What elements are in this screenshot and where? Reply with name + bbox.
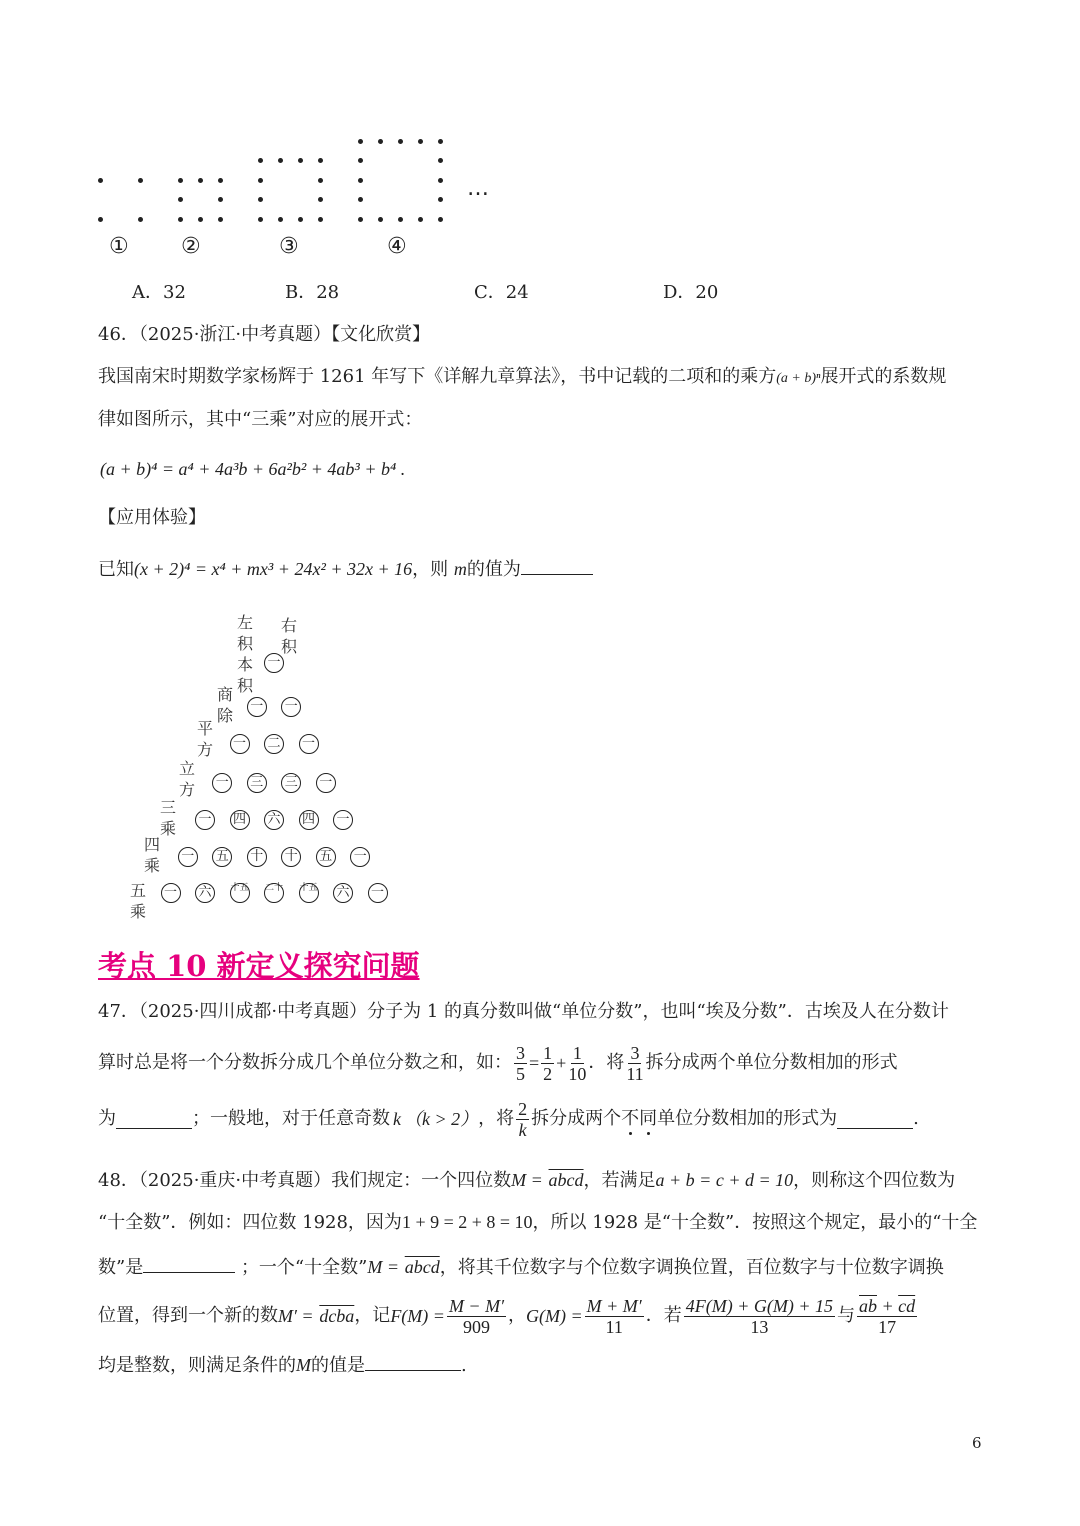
pattern-1-dot [138, 217, 143, 222]
triangle-row-label: 除 [216, 706, 233, 725]
triangle-coefficient: 五 [212, 847, 232, 867]
pattern-4-dot [358, 158, 363, 163]
triangle-label-left: 左 [236, 613, 253, 632]
pattern-3-dot [278, 158, 283, 163]
triangle-row-label: 方 [196, 740, 213, 759]
option-d: D．20 [663, 282, 719, 303]
triangle-row-label: 平 [196, 719, 213, 738]
pattern-4-dot [418, 139, 423, 144]
option-b: B．28 [285, 282, 340, 303]
triangle-coefficient: 一 [247, 697, 267, 717]
q47-line1: 47．（2025·四川成都·中考真题）分子为 1 的真分数叫做“单位分数”，也叫“埃及分数”．古埃及人在分数计 [98, 1001, 949, 1022]
option-a: A．32 [132, 282, 186, 303]
triangle-row-label: 乘 [159, 819, 176, 838]
triangle-label-left: 积 [236, 634, 253, 653]
triangle-label-right: 积 [280, 637, 297, 656]
triangle-row-label: 五 [129, 881, 146, 900]
triangle-coefficient: 一 [161, 883, 181, 903]
pattern-2-dot [178, 217, 183, 222]
triangle-coefficient: 一 [264, 653, 284, 673]
triangle-coefficient: 一 [195, 810, 215, 830]
binomial-expansion: (a + b)⁴ = a⁴ + 4a³b + 6a²b² + 4ab³ + b⁴ . [100, 459, 406, 479]
triangle-coefficient: 十 [247, 847, 267, 867]
pattern-ellipsis: … [467, 176, 489, 201]
pattern-4-dot [438, 217, 443, 222]
pattern-1-dot [138, 178, 143, 183]
triangle-coefficient: 四 [230, 810, 250, 830]
emphasis-char: 同 [639, 1108, 658, 1129]
pattern-3-dot [318, 178, 323, 183]
pattern-3-dot [318, 197, 323, 202]
triangle-label-left: 本 [236, 655, 253, 674]
triangle-row-label: 方 [178, 780, 195, 799]
triangle-coefficient: 二十 [264, 883, 284, 903]
triangle-coefficient: 十 [281, 847, 301, 867]
pattern-4-dot [438, 197, 443, 202]
triangle-coefficient: 三 [247, 773, 267, 793]
triangle-coefficient: 一 [368, 883, 388, 903]
q48-line2: “十全数”．例如：四位数 1928，因为1 + 9 = 2 + 8 = 10，所以 1928 是“十全数”．按照这个规定，最小的“十全 [98, 1212, 978, 1233]
triangle-row-label: 立 [178, 759, 195, 778]
pattern-4-dot [378, 139, 383, 144]
pattern-label-4: ④ [387, 234, 407, 259]
triangle-row-label: 乘 [129, 902, 146, 921]
pattern-2-dot [198, 178, 203, 183]
triangle-coefficient: 六 [195, 883, 215, 903]
pattern-3-dot [298, 217, 303, 222]
pattern-3-dot [278, 217, 283, 222]
apply-title: 【应用体验】 [98, 507, 206, 528]
answer-blank[interactable] [365, 1352, 461, 1371]
pattern-2-dot [198, 217, 203, 222]
pattern-4-dot [378, 217, 383, 222]
q46-apply-line: 已知(x + 2)⁴ = x⁴ + mx³ + 24x² + 32x + 16，则 m的值为 [98, 556, 593, 582]
triangle-coefficient: 三 [281, 773, 301, 793]
q48-line1: 48．（2025·重庆·中考真题）我们规定：一个四位数M = abcd，若满足a + b = c + d = 10，则称这个四位数为 [98, 1170, 956, 1191]
triangle-coefficient: 六 [264, 810, 284, 830]
emphasis-char: 不 [621, 1108, 640, 1129]
q48-line5: 均是整数，则满足条件的M的值是 . [98, 1352, 467, 1378]
triangle-row-label: 三 [159, 798, 176, 817]
pattern-label-3: ③ [279, 234, 299, 259]
answer-blank[interactable] [521, 556, 593, 575]
pattern-3-dot [318, 217, 323, 222]
triangle-coefficient: 十五 [230, 883, 250, 903]
pattern-2-dot [218, 197, 223, 202]
triangle-coefficient: 一 [212, 773, 232, 793]
pattern-3-dot [298, 158, 303, 163]
pattern-4-dot [438, 178, 443, 183]
triangle-row-label: 四 [143, 835, 160, 854]
pattern-4-dot [358, 197, 363, 202]
page-number: 6 [972, 1434, 982, 1452]
triangle-coefficient: 一 [333, 810, 353, 830]
triangle-coefficient: 五 [316, 847, 336, 867]
pattern-3-dot [258, 217, 263, 222]
q46-header: 46．（2025·浙江·中考真题）【文化欣赏】 [98, 324, 431, 345]
pattern-2-dot [178, 197, 183, 202]
q47-line3: 为 ；一般地，对于任意奇数 k （k > 2） ，将 $\frac{2}{k}$ 拆分成两个 不同 单位分数相加的形式为 . [98, 1098, 919, 1140]
pattern-2-dot [178, 178, 183, 183]
triangle-coefficient: 十五 [299, 883, 319, 903]
pattern-4-dot [358, 217, 363, 222]
q47-line2: 算时总是将一个分数拆分成几个单位分数之和，如： $\frac{3}{5}$ = $\frac{1}{2}$ + $\frac{1}{10}$ ．将 $\frac{3}{11}$ 拆分成两个单位分数相加的形式 [98, 1042, 898, 1084]
triangle-coefficient: 四 [299, 810, 319, 830]
pattern-4-dot [358, 178, 363, 183]
pattern-3-dot [258, 178, 263, 183]
pattern-4-dot [418, 217, 423, 222]
q48-line4: 位置，得到一个新的数 M′ = dcba ，记 F(M) = $\frac{M - M'}{909}$ ， G(M) = $\frac{M + M'}{11}$ ．若 $\frac{4F(M) + G(M) + 15}{13}$ 与 $\frac{\overline{ab} + \overline{cd}}{17}$ [98, 1295, 916, 1337]
section-heading: 考点 10 新定义探究问题 [98, 949, 420, 983]
pattern-1-dot [98, 178, 103, 183]
triangle-coefficient: 一 [316, 773, 336, 793]
triangle-coefficient: 一 [299, 734, 319, 754]
pattern-4-dot [438, 139, 443, 144]
pattern-3-dot [318, 158, 323, 163]
pattern-1-dot [98, 217, 103, 222]
triangle-label-left: 积 [236, 676, 253, 695]
triangle-coefficient: 一 [178, 847, 198, 867]
triangle-coefficient: 六 [333, 883, 353, 903]
q46-line1: 我国南宋时期数学家杨辉于 1261 年写下《详解九章算法》，书中记载的二项和的乘方(a + b)ⁿ展开式的系数规 [98, 366, 947, 387]
triangle-coefficient: 一 [230, 734, 250, 754]
triangle-row-label: 乘 [143, 856, 160, 875]
answer-blank[interactable] [837, 1110, 913, 1129]
pattern-2-dot [218, 178, 223, 183]
pattern-4-dot [358, 139, 363, 144]
triangle-label-right: 右 [280, 616, 297, 635]
pattern-4-dot [398, 217, 403, 222]
pattern-3-dot [258, 197, 263, 202]
pattern-4-dot [398, 139, 403, 144]
answer-blank[interactable] [116, 1110, 192, 1129]
pattern-label-1: ① [109, 234, 129, 259]
triangle-row-label: 商 [216, 685, 233, 704]
option-c: C．24 [474, 282, 529, 303]
answer-blank[interactable] [143, 1254, 235, 1273]
triangle-coefficient: 二 [264, 734, 284, 754]
pattern-2-dot [218, 217, 223, 222]
q46-line2: 律如图所示，其中“三乘”对应的展开式： [98, 409, 423, 430]
pattern-4-dot [438, 158, 443, 163]
pattern-3-dot [258, 158, 263, 163]
triangle-coefficient: 一 [350, 847, 370, 867]
q48-line3: 数”是 ；一个“十全数”M = abcd，将其千位数字与个位数字调换位置，百位数字与十位数字调换 [98, 1254, 944, 1280]
triangle-coefficient: 一 [281, 697, 301, 717]
pattern-label-2: ② [181, 234, 201, 259]
